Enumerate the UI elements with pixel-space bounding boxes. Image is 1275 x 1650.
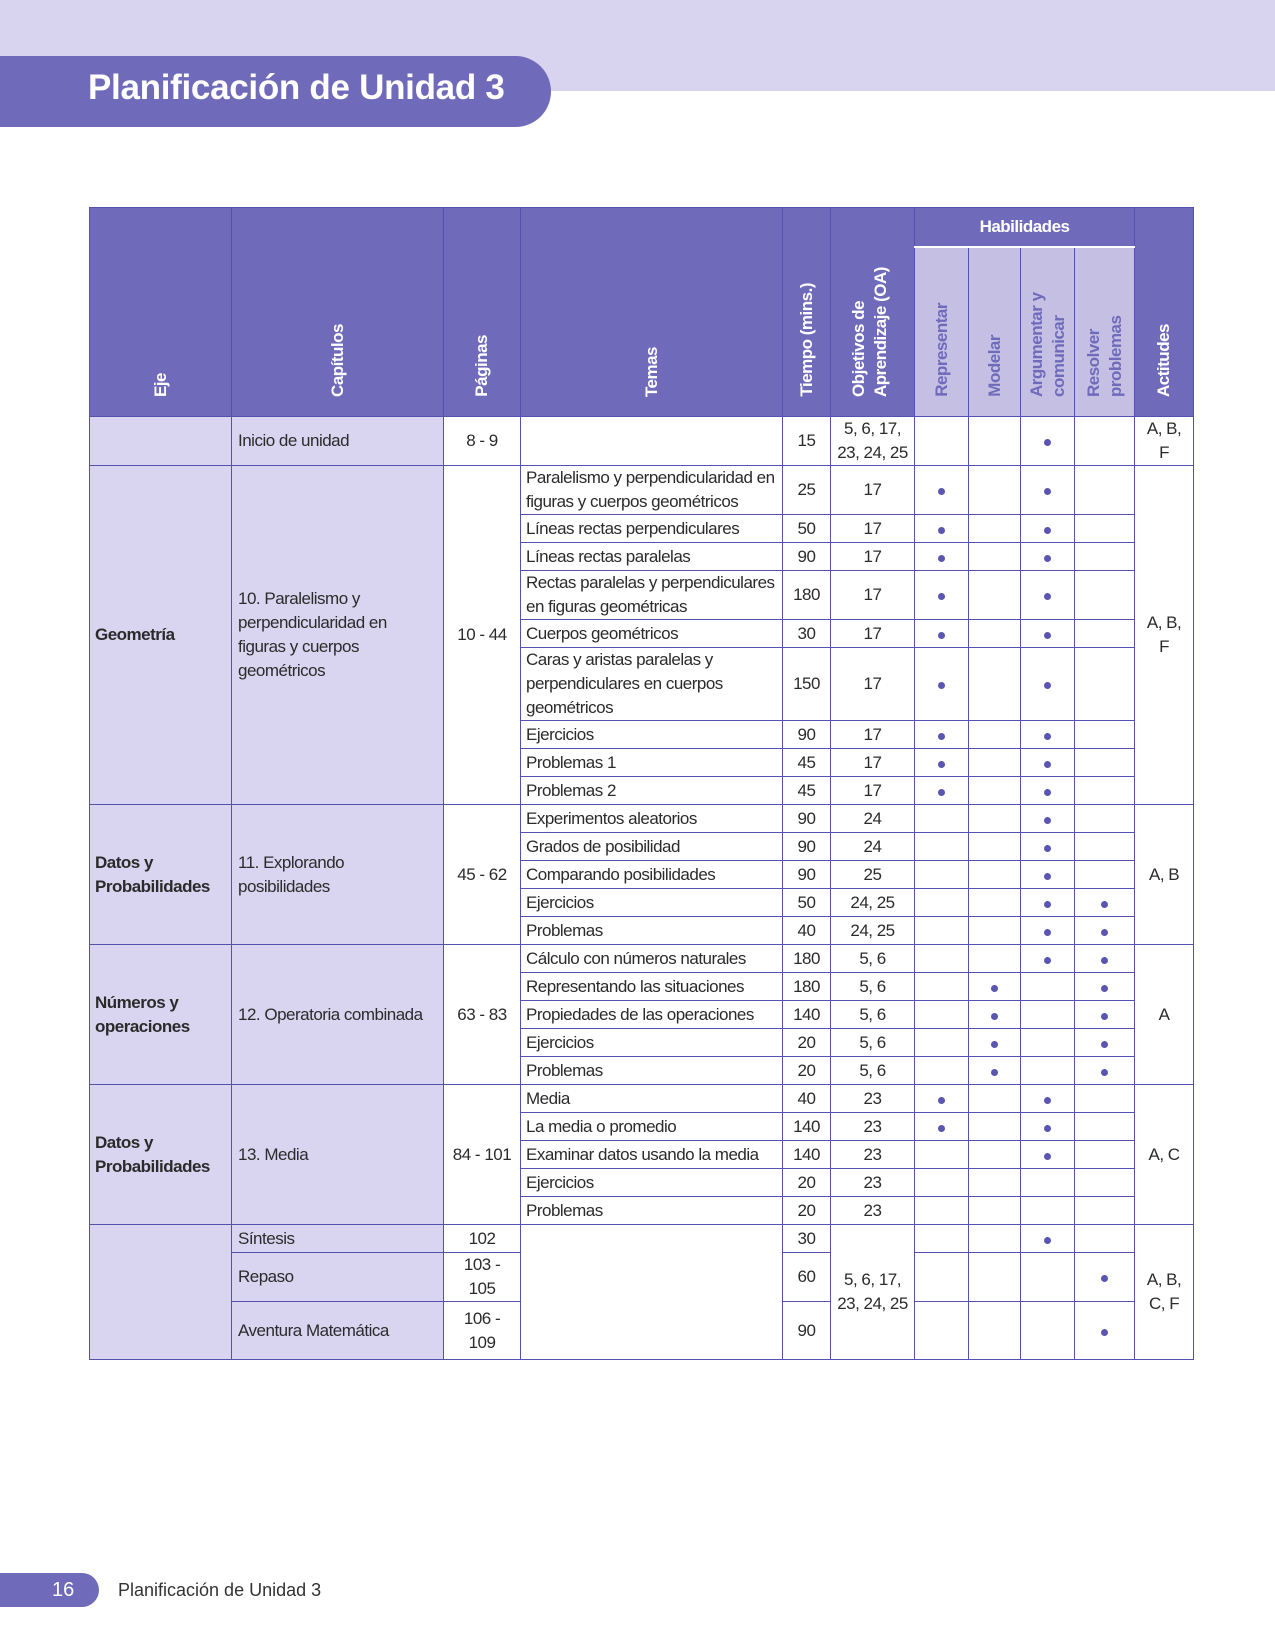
bullet-dot-icon — [991, 985, 998, 992]
hab-representar-cell — [915, 1085, 969, 1113]
bullet-dot-icon — [1101, 985, 1108, 992]
hab-resolver-cell — [1075, 973, 1135, 1001]
hab-argumentar-cell — [1021, 777, 1075, 805]
hab-representar-cell — [915, 721, 969, 749]
hab-argumentar-cell — [1021, 1225, 1075, 1253]
header-oa: Objetivos de Aprendizaje (OA) — [831, 208, 915, 417]
bullet-dot-icon — [1044, 682, 1051, 689]
hab-modelar-cell — [969, 721, 1021, 749]
table-body — [90, 417, 1194, 1360]
tema-cell: Grados de posibilidad — [521, 833, 783, 861]
tema-cell: Ejercicios — [521, 1029, 783, 1057]
bullet-dot-icon — [938, 488, 945, 495]
hab-modelar-cell — [969, 543, 1021, 571]
capitulo-cell: Repaso — [232, 1253, 444, 1302]
tiempo-cell: 90 — [783, 1302, 831, 1360]
tiempo-cell: 15 — [783, 417, 831, 466]
hab-modelar-cell — [969, 417, 1021, 466]
bullet-dot-icon — [938, 555, 945, 562]
bullet-dot-icon — [1044, 873, 1051, 880]
oa-cell: 17 — [831, 543, 915, 571]
tema-cell: Ejercicios — [521, 1169, 783, 1197]
hab-modelar-cell — [969, 1197, 1021, 1225]
table-row — [90, 417, 1194, 466]
tema-cell — [521, 1225, 783, 1360]
bullet-dot-icon — [1101, 901, 1108, 908]
tema-cell: Cálculo con números naturales — [521, 945, 783, 973]
hab-representar-cell — [915, 805, 969, 833]
tiempo-cell: 45 — [783, 749, 831, 777]
oa-cell: 23 — [831, 1197, 915, 1225]
hab-modelar-cell — [969, 648, 1021, 721]
hab-representar-cell — [915, 1001, 969, 1029]
hab-resolver-cell — [1075, 1085, 1135, 1113]
hab-argumentar-cell — [1021, 571, 1075, 620]
hab-representar-cell — [915, 1169, 969, 1197]
paginas-cell: 103 - 105 — [444, 1253, 521, 1302]
header-temas: Temas — [521, 208, 783, 417]
bullet-dot-icon — [1101, 1041, 1108, 1048]
hab-modelar-cell — [969, 889, 1021, 917]
hab-representar-cell — [915, 1197, 969, 1225]
paginas-cell: 8 - 9 — [444, 417, 521, 466]
actitudes-cell: A, B — [1135, 805, 1194, 945]
oa-cell: 17 — [831, 749, 915, 777]
hab-representar-cell — [915, 777, 969, 805]
hab-modelar-cell — [969, 571, 1021, 620]
bullet-dot-icon — [1044, 761, 1051, 768]
tiempo-cell: 45 — [783, 777, 831, 805]
hab-resolver-cell — [1075, 777, 1135, 805]
hab-resolver-cell — [1075, 889, 1135, 917]
eje-cell: Números y operaciones — [90, 945, 232, 1085]
hab-resolver-cell — [1075, 945, 1135, 973]
tema-cell: Media — [521, 1085, 783, 1113]
bullet-dot-icon — [1101, 1013, 1108, 1020]
hab-resolver-cell — [1075, 917, 1135, 945]
header-habilidades: Habilidades — [915, 208, 1135, 248]
tiempo-cell: 20 — [783, 1197, 831, 1225]
bullet-dot-icon — [1044, 593, 1051, 600]
hab-resolver-cell — [1075, 749, 1135, 777]
unit-planning-table — [89, 207, 1194, 1360]
page-number-badge — [0, 1573, 99, 1607]
hab-argumentar-cell — [1021, 466, 1075, 515]
hab-argumentar-cell — [1021, 620, 1075, 648]
bullet-dot-icon — [938, 632, 945, 639]
tiempo-cell: 20 — [783, 1169, 831, 1197]
bullet-dot-icon — [1101, 957, 1108, 964]
tiempo-cell: 90 — [783, 805, 831, 833]
bullet-dot-icon — [1044, 929, 1051, 936]
page-title: Planificación de Unidad 3 — [88, 68, 505, 107]
bullet-dot-icon — [1101, 929, 1108, 936]
tiempo-cell: 180 — [783, 571, 831, 620]
header-tiempo: Tiempo (mins.) — [783, 208, 831, 417]
hab-resolver-cell — [1075, 1001, 1135, 1029]
tema-cell: Líneas rectas perpendiculares — [521, 515, 783, 543]
header-paginas: Páginas — [444, 208, 521, 417]
oa-cell: 5, 6, 17, 23, 24, 25 — [831, 417, 915, 466]
oa-cell: 17 — [831, 466, 915, 515]
tema-cell: Problemas — [521, 1057, 783, 1085]
hab-modelar-cell — [969, 515, 1021, 543]
bullet-dot-icon — [1044, 733, 1051, 740]
hab-resolver-cell — [1075, 620, 1135, 648]
tiempo-cell: 30 — [783, 620, 831, 648]
hab-resolver-cell — [1075, 721, 1135, 749]
header-representar: Representar — [915, 247, 969, 417]
tiempo-cell: 150 — [783, 648, 831, 721]
oa-cell: 17 — [831, 648, 915, 721]
bullet-dot-icon — [1044, 1153, 1051, 1160]
paginas-cell: 63 - 83 — [444, 945, 521, 1085]
hab-modelar-cell — [969, 1029, 1021, 1057]
hab-resolver-cell — [1075, 1113, 1135, 1141]
header-capitulos: Capítulos — [232, 208, 444, 417]
hab-modelar-cell — [969, 1253, 1021, 1302]
tiempo-cell: 25 — [783, 466, 831, 515]
tema-cell: Rectas paralelas y perpendiculares en figuras geométricas — [521, 571, 783, 620]
oa-cell: 24 — [831, 833, 915, 861]
paginas-cell: 10 - 44 — [444, 466, 521, 805]
actitudes-cell: A — [1135, 945, 1194, 1085]
hab-argumentar-cell — [1021, 515, 1075, 543]
eje-cell: Datos y Probabilidades — [90, 1085, 232, 1225]
hab-argumentar-cell — [1021, 917, 1075, 945]
capitulo-cell: Aventura Matemática — [232, 1302, 444, 1360]
hab-representar-cell — [915, 466, 969, 515]
oa-cell: 23 — [831, 1141, 915, 1169]
hab-modelar-cell — [969, 1141, 1021, 1169]
oa-cell: 5, 6 — [831, 1001, 915, 1029]
hab-resolver-cell — [1075, 861, 1135, 889]
bullet-dot-icon — [938, 1125, 945, 1132]
oa-cell: 17 — [831, 721, 915, 749]
bullet-dot-icon — [1044, 527, 1051, 534]
oa-cell: 24, 25 — [831, 889, 915, 917]
tiempo-cell: 40 — [783, 1085, 831, 1113]
hab-representar-cell — [915, 1057, 969, 1085]
oa-cell: 5, 6 — [831, 1029, 915, 1057]
hab-modelar-cell — [969, 1001, 1021, 1029]
hab-resolver-cell — [1075, 1169, 1135, 1197]
hab-representar-cell — [915, 1225, 969, 1253]
eje-cell — [90, 1225, 232, 1360]
bullet-dot-icon — [938, 733, 945, 740]
bullet-dot-icon — [938, 527, 945, 534]
tema-cell: Problemas 2 — [521, 777, 783, 805]
table-row — [90, 805, 1194, 833]
hab-representar-cell — [915, 973, 969, 1001]
header-actitudes: Actitudes — [1135, 208, 1194, 417]
eje-cell: Geometría — [90, 466, 232, 805]
bullet-dot-icon — [1044, 1097, 1051, 1104]
actitudes-cell: A, B, F — [1135, 466, 1194, 805]
hab-argumentar-cell — [1021, 861, 1075, 889]
hab-argumentar-cell — [1021, 805, 1075, 833]
paginas-cell: 102 — [444, 1225, 521, 1253]
hab-modelar-cell — [969, 1057, 1021, 1085]
hab-resolver-cell — [1075, 1197, 1135, 1225]
page-number: 16 — [52, 1579, 75, 1601]
hab-argumentar-cell — [1021, 648, 1075, 721]
tema-cell: Cuerpos geométricos — [521, 620, 783, 648]
tiempo-cell: 90 — [783, 721, 831, 749]
bullet-dot-icon — [1044, 957, 1051, 964]
hab-representar-cell — [915, 417, 969, 466]
hab-argumentar-cell — [1021, 417, 1075, 466]
oa-cell: 17 — [831, 777, 915, 805]
hab-modelar-cell — [969, 1302, 1021, 1360]
tema-cell: Experimentos aleatorios — [521, 805, 783, 833]
hab-resolver-cell — [1075, 1302, 1135, 1360]
table-row — [90, 1085, 1194, 1113]
hab-modelar-cell — [969, 861, 1021, 889]
oa-cell: 5, 6 — [831, 945, 915, 973]
hab-argumentar-cell — [1021, 973, 1075, 1001]
hab-representar-cell — [915, 1113, 969, 1141]
hab-argumentar-cell — [1021, 1001, 1075, 1029]
hab-representar-cell — [915, 833, 969, 861]
hab-modelar-cell — [969, 1113, 1021, 1141]
hab-argumentar-cell — [1021, 1029, 1075, 1057]
hab-argumentar-cell — [1021, 1197, 1075, 1225]
header-modelar: Modelar — [969, 247, 1021, 417]
hab-argumentar-cell — [1021, 1302, 1075, 1360]
hab-modelar-cell — [969, 833, 1021, 861]
bullet-dot-icon — [991, 1069, 998, 1076]
bullet-dot-icon — [1044, 845, 1051, 852]
tiempo-cell: 140 — [783, 1113, 831, 1141]
bullet-dot-icon — [938, 789, 945, 796]
tema-cell: Propiedades de las operaciones — [521, 1001, 783, 1029]
capitulo-cell: 12. Operatoria combinada — [232, 945, 444, 1085]
oa-cell: 24, 25 — [831, 917, 915, 945]
hab-modelar-cell — [969, 805, 1021, 833]
hab-argumentar-cell — [1021, 1057, 1075, 1085]
tiempo-cell: 90 — [783, 861, 831, 889]
hab-argumentar-cell — [1021, 1141, 1075, 1169]
bullet-dot-icon — [1044, 488, 1051, 495]
bullet-dot-icon — [1044, 632, 1051, 639]
hab-argumentar-cell — [1021, 833, 1075, 861]
bullet-dot-icon — [1044, 817, 1051, 824]
bullet-dot-icon — [938, 761, 945, 768]
tiempo-cell: 20 — [783, 1029, 831, 1057]
hab-modelar-cell — [969, 917, 1021, 945]
actitudes-cell: A, C — [1135, 1085, 1194, 1225]
hab-resolver-cell — [1075, 805, 1135, 833]
table-row — [90, 1225, 1194, 1253]
capitulo-cell: Síntesis — [232, 1225, 444, 1253]
hab-resolver-cell — [1075, 648, 1135, 721]
hab-representar-cell — [915, 1029, 969, 1057]
oa-cell: 5, 6 — [831, 973, 915, 1001]
bullet-dot-icon — [938, 1097, 945, 1104]
table-row — [90, 945, 1194, 973]
hab-resolver-cell — [1075, 1225, 1135, 1253]
hab-argumentar-cell — [1021, 749, 1075, 777]
hab-representar-cell — [915, 861, 969, 889]
tema-cell: Representando las situaciones — [521, 973, 783, 1001]
tiempo-cell: 50 — [783, 515, 831, 543]
tiempo-cell: 60 — [783, 1253, 831, 1302]
hab-resolver-cell — [1075, 543, 1135, 571]
hab-modelar-cell — [969, 620, 1021, 648]
hab-representar-cell — [915, 543, 969, 571]
tema-cell: Problemas 1 — [521, 749, 783, 777]
tiempo-cell: 50 — [783, 889, 831, 917]
header-eje: Eje — [90, 208, 232, 417]
hab-representar-cell — [915, 1253, 969, 1302]
bullet-dot-icon — [1044, 1237, 1051, 1244]
tiempo-cell: 90 — [783, 833, 831, 861]
actitudes-cell: A, B, C, F — [1135, 1225, 1194, 1360]
oa-cell: 17 — [831, 571, 915, 620]
tema-cell: Caras y aristas paralelas y perpendiculares en cuerpos geométricos — [521, 648, 783, 721]
hab-representar-cell — [915, 648, 969, 721]
hab-modelar-cell — [969, 1169, 1021, 1197]
tiempo-cell: 140 — [783, 1141, 831, 1169]
tiempo-cell: 90 — [783, 543, 831, 571]
hab-resolver-cell — [1075, 833, 1135, 861]
tema-cell: Problemas — [521, 1197, 783, 1225]
tiempo-cell: 40 — [783, 917, 831, 945]
hab-resolver-cell — [1075, 1029, 1135, 1057]
hab-modelar-cell — [969, 777, 1021, 805]
oa-cell: 17 — [831, 620, 915, 648]
header-resolver: Resolver problemas — [1075, 247, 1135, 417]
tema-cell: Examinar datos usando la media — [521, 1141, 783, 1169]
hab-argumentar-cell — [1021, 1253, 1075, 1302]
oa-cell: 17 — [831, 515, 915, 543]
oa-cell: 24 — [831, 805, 915, 833]
paginas-cell: 45 - 62 — [444, 805, 521, 945]
paginas-cell: 84 - 101 — [444, 1085, 521, 1225]
tema-cell: Problemas — [521, 917, 783, 945]
tema-cell: Líneas rectas paralelas — [521, 543, 783, 571]
oa-cell: 23 — [831, 1085, 915, 1113]
eje-cell — [90, 417, 232, 466]
hab-representar-cell — [915, 749, 969, 777]
actitudes-cell: A, B, F — [1135, 417, 1194, 466]
hab-representar-cell — [915, 945, 969, 973]
hab-modelar-cell — [969, 1085, 1021, 1113]
bullet-dot-icon — [991, 1013, 998, 1020]
header-argumentar: Argumentar y comunicar — [1021, 247, 1075, 417]
tema-cell: Ejercicios — [521, 721, 783, 749]
hab-argumentar-cell — [1021, 1169, 1075, 1197]
hab-resolver-cell — [1075, 417, 1135, 466]
bullet-dot-icon — [1101, 1329, 1108, 1336]
hab-representar-cell — [915, 620, 969, 648]
hab-representar-cell — [915, 515, 969, 543]
hab-modelar-cell — [969, 1225, 1021, 1253]
hab-argumentar-cell — [1021, 1113, 1075, 1141]
eje-cell: Datos y Probabilidades — [90, 805, 232, 945]
tiempo-cell: 140 — [783, 1001, 831, 1029]
tiempo-cell: 30 — [783, 1225, 831, 1253]
bullet-dot-icon — [1044, 789, 1051, 796]
hab-resolver-cell — [1075, 1253, 1135, 1302]
hab-argumentar-cell — [1021, 945, 1075, 973]
hab-argumentar-cell — [1021, 1085, 1075, 1113]
oa-cell: 5, 6, 17, 23, 24, 25 — [831, 1225, 915, 1360]
tema-cell: Comparando posibilidades — [521, 861, 783, 889]
table-row — [90, 466, 1194, 515]
hab-representar-cell — [915, 917, 969, 945]
hab-modelar-cell — [969, 466, 1021, 515]
bullet-dot-icon — [1101, 1275, 1108, 1282]
hab-representar-cell — [915, 1141, 969, 1169]
tema-cell — [521, 417, 783, 466]
oa-cell: 23 — [831, 1113, 915, 1141]
tema-cell: Paralelismo y perpendicularidad en figuras y cuerpos geométricos — [521, 466, 783, 515]
tiempo-cell: 20 — [783, 1057, 831, 1085]
tema-cell: La media o promedio — [521, 1113, 783, 1141]
hab-argumentar-cell — [1021, 721, 1075, 749]
bullet-dot-icon — [1044, 901, 1051, 908]
hab-modelar-cell — [969, 973, 1021, 1001]
oa-cell: 23 — [831, 1169, 915, 1197]
hab-modelar-cell — [969, 945, 1021, 973]
oa-cell: 25 — [831, 861, 915, 889]
paginas-cell: 106 - 109 — [444, 1302, 521, 1360]
bullet-dot-icon — [991, 1041, 998, 1048]
capitulo-cell: 13. Media — [232, 1085, 444, 1225]
hab-resolver-cell — [1075, 466, 1135, 515]
hab-representar-cell — [915, 1302, 969, 1360]
bullet-dot-icon — [1044, 1125, 1051, 1132]
capitulo-cell: 10. Paralelismo y perpendicularidad en figuras y cuerpos geométricos — [232, 466, 444, 805]
tiempo-cell: 180 — [783, 945, 831, 973]
footer-title: Planificación de Unidad 3 — [118, 1580, 322, 1600]
hab-representar-cell — [915, 571, 969, 620]
hab-argumentar-cell — [1021, 889, 1075, 917]
hab-resolver-cell — [1075, 571, 1135, 620]
capitulo-cell: Inicio de unidad — [232, 417, 444, 466]
oa-cell: 5, 6 — [831, 1057, 915, 1085]
hab-resolver-cell — [1075, 1141, 1135, 1169]
hab-argumentar-cell — [1021, 543, 1075, 571]
capitulo-cell: 11. Explorando posibilidades — [232, 805, 444, 945]
hab-resolver-cell — [1075, 1057, 1135, 1085]
hab-representar-cell — [915, 889, 969, 917]
tema-cell: Ejercicios — [521, 889, 783, 917]
bullet-dot-icon — [1044, 439, 1051, 446]
bullet-dot-icon — [1101, 1069, 1108, 1076]
hab-modelar-cell — [969, 749, 1021, 777]
bullet-dot-icon — [938, 593, 945, 600]
bullet-dot-icon — [938, 682, 945, 689]
bullet-dot-icon — [1044, 555, 1051, 562]
tiempo-cell: 180 — [783, 973, 831, 1001]
hab-resolver-cell — [1075, 515, 1135, 543]
